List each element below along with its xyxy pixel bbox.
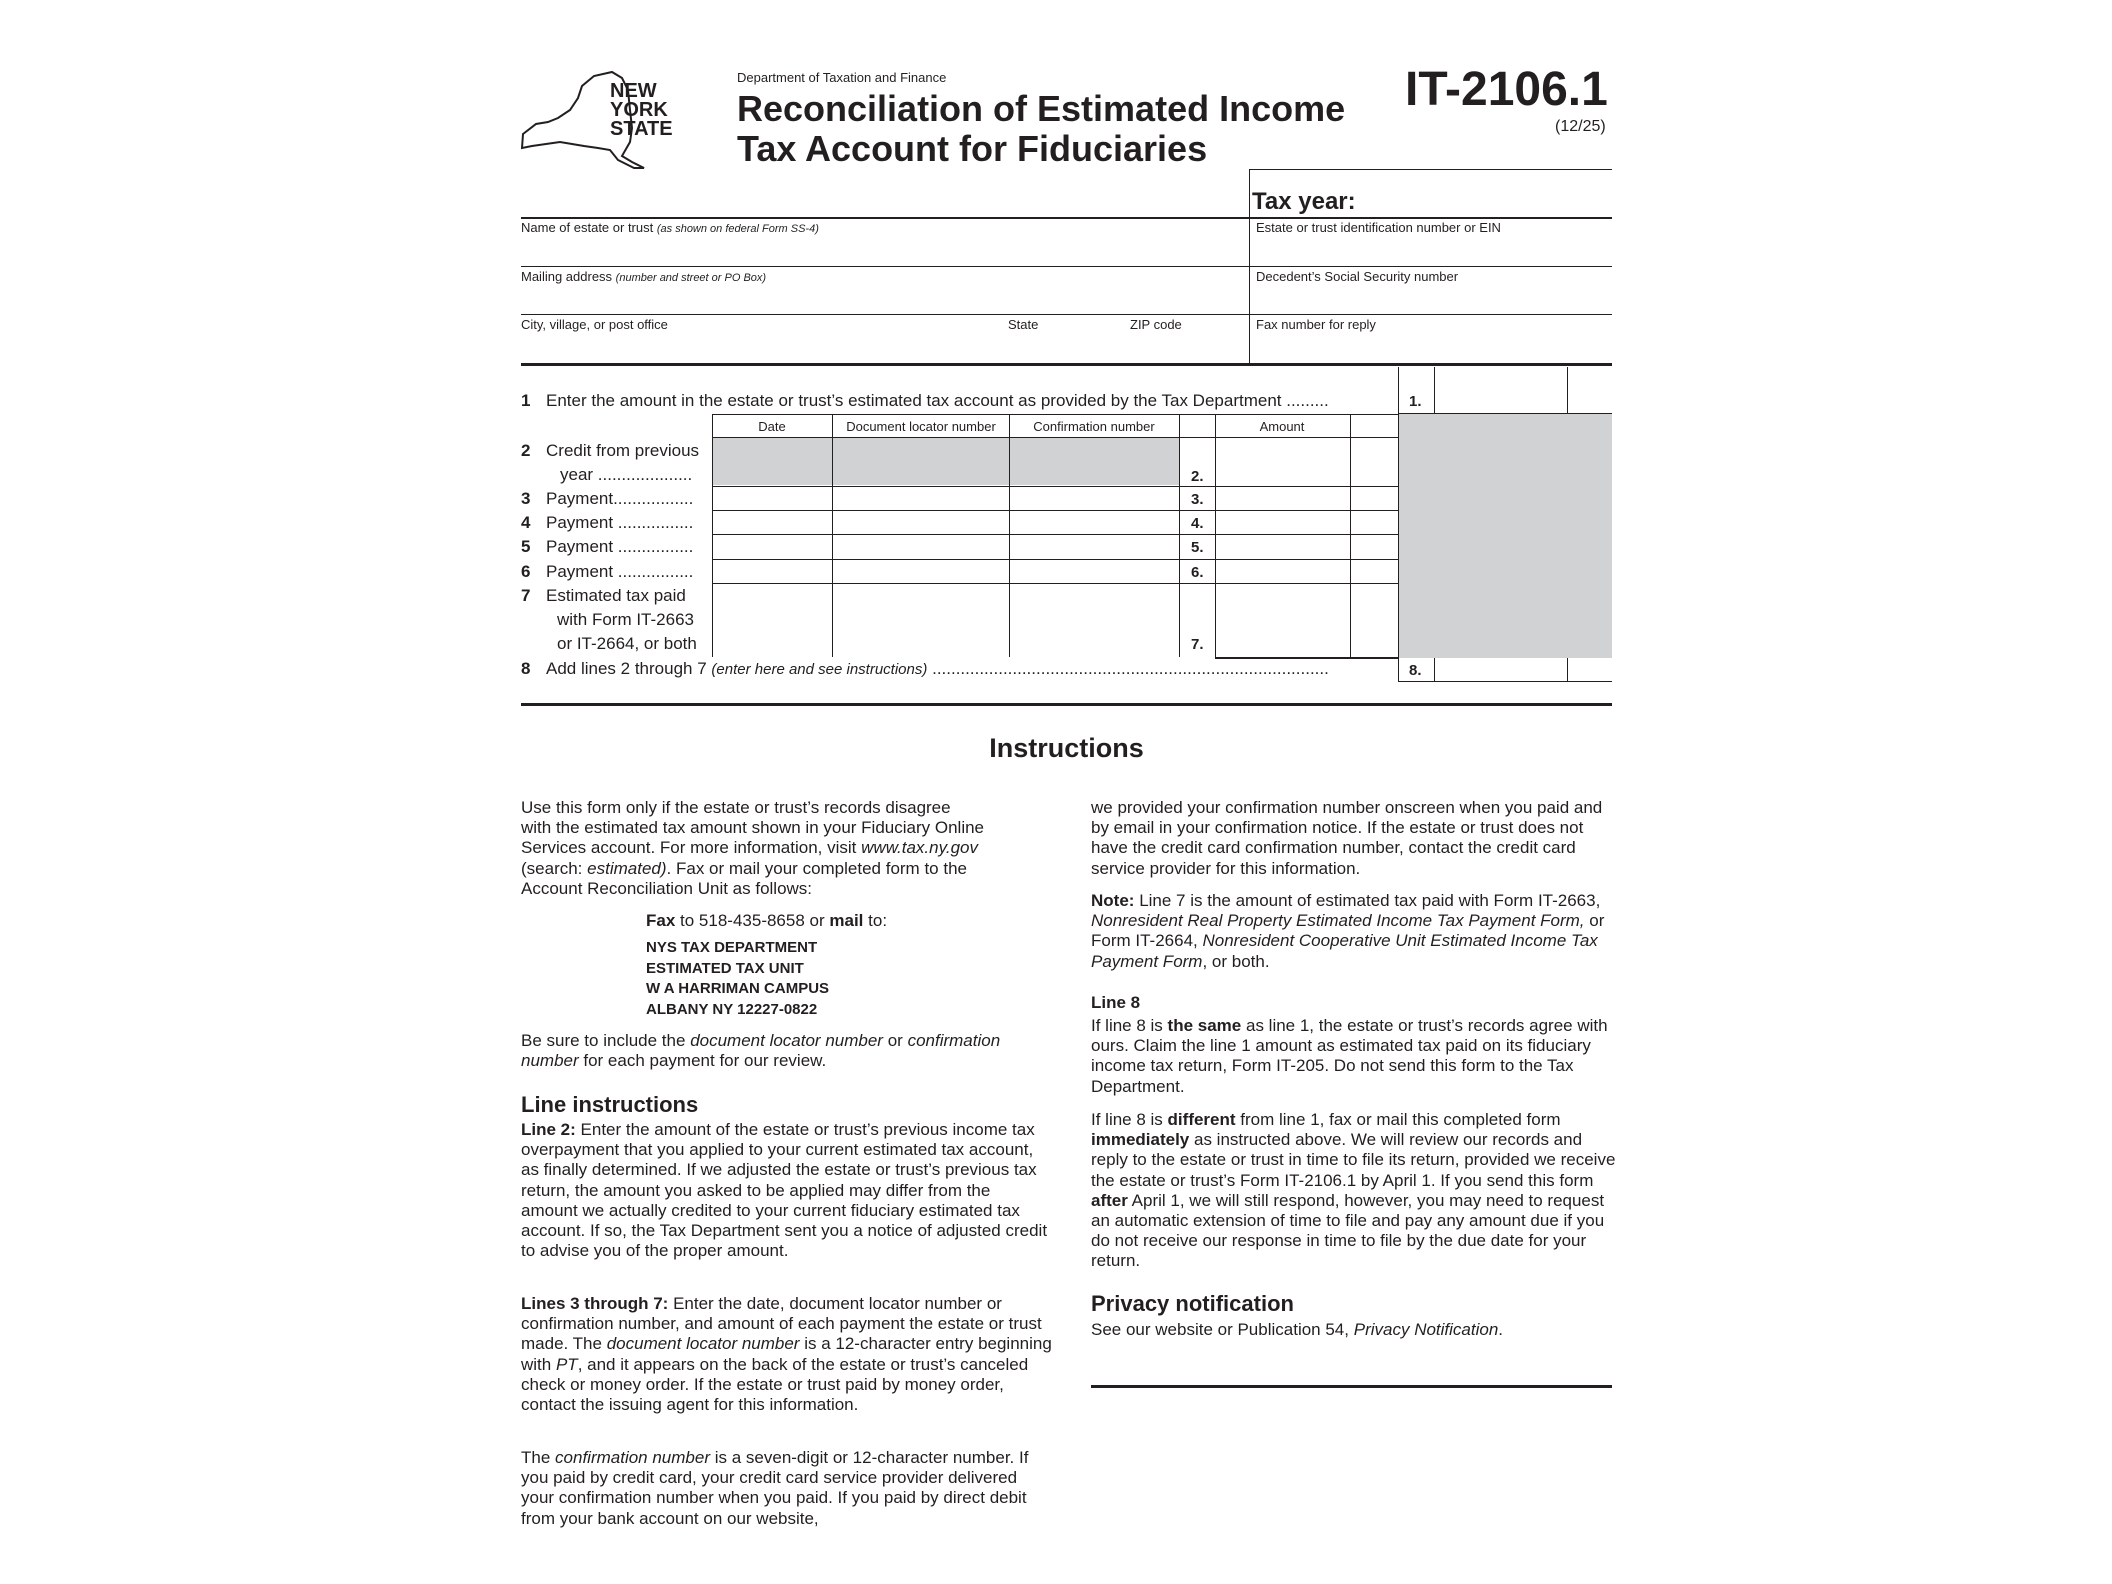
line4-date-input[interactable]	[713, 511, 831, 533]
line8-heading: Line 8	[1091, 993, 1141, 1012]
line8-number: 8	[521, 659, 531, 678]
state-field[interactable]	[1008, 315, 1128, 362]
nys-logo	[518, 70, 688, 172]
line6-date-input[interactable]	[713, 560, 831, 582]
include-note-paragraph: Be sure to include the document locator number or confirmation number for each payment for our review.	[521, 1031, 1001, 1071]
line6-text: Payment ................	[546, 562, 694, 581]
decedent-ssn-label: Decedent’s Social Security number	[1256, 269, 1459, 284]
mailing-address-label: Mailing address	[521, 269, 613, 284]
confirmation-number-paragraph: The confirmation number is a seven-digit or 12-character number. If you paid by credit card, your credit card service provider delivered your confirmation number when you paid. If you paid by direct debit from your bank account on our website,	[521, 1448, 1029, 1528]
decedent-ssn-field[interactable]	[1252, 267, 1612, 314]
line6-dln-input[interactable]	[833, 560, 1008, 582]
line8-box-label: 8.	[1409, 662, 1422, 679]
line5-box-label: 5.	[1191, 539, 1204, 556]
city-field[interactable]	[521, 315, 1001, 362]
line7-date-input[interactable]	[713, 584, 831, 656]
logo-text-york: YORK	[610, 99, 668, 121]
form-title	[737, 89, 1345, 169]
form-revision: (12/25)	[1555, 118, 1606, 135]
privacy-paragraph: See our website or Publication 54, Privacy Notification.	[1091, 1320, 1504, 1339]
line7-text-a: Estimated tax paid	[546, 586, 686, 605]
note-paragraph: Note: Line 7 is the amount of estimated tax paid with Form IT-2663, Nonresident Real Property Estimated Income Tax Payment Form, or Form IT-2664, Nonresident Cooperative Unit Estimated Income Tax Payment Form, or both.	[1091, 891, 1605, 971]
line1-cents-input[interactable]	[1568, 368, 1612, 413]
line4-amount-input[interactable]	[1216, 511, 1349, 533]
line3-text: Payment.................	[546, 489, 694, 508]
intro-paragraph: Use this form only if the estate or trust’s records disagree with the estimated tax amount shown in your Fiduciary Online Services account. For more information, visit www.tax.ny.gov (search: estimated). Fax or mail your completed form to the Account Reconciliation Unit as follows:	[521, 798, 985, 898]
line6-confirmation-input[interactable]	[1010, 560, 1178, 582]
tax-year-label: Tax year:	[1252, 188, 1356, 215]
line7-number: 7	[521, 586, 531, 605]
line8-note: (enter here and see instructions)	[711, 661, 928, 678]
line-instructions-heading: Line instructions	[521, 1092, 699, 1117]
line5-text: Payment ................	[546, 537, 694, 556]
ein-label: Estate or trust identification number or EIN	[1256, 220, 1501, 235]
line3-cents-input[interactable]	[1351, 487, 1397, 509]
line4-confirmation-input[interactable]	[1010, 511, 1178, 533]
line1-text: Enter the amount in the estate or trust’s estimated tax account as provided by the Tax Department .........	[546, 391, 1329, 410]
state-label: State	[1008, 317, 1039, 332]
line5-date-input[interactable]	[713, 535, 831, 558]
line7-confirmation-input[interactable]	[1010, 584, 1178, 656]
department-name: Department of Taxation and Finance	[737, 70, 947, 85]
fax-reply-field[interactable]	[1252, 315, 1612, 362]
line7-text-b: with Form IT-2663	[557, 610, 694, 629]
col-confirmation-header: Confirmation number	[1033, 419, 1155, 434]
zip-label: ZIP code	[1130, 317, 1182, 332]
line8-different-paragraph: If line 8 is different from line 1, fax or mail this completed form immediately as instructed above. We will review our records and reply to the estate or trust in time to file its return, provided we receive the estate or trust’s Form IT-2106.1 by April 1. If you send this form after April 1, we will still respond, however, you may need to request an automatic extension of time to file and pay any amount due if you do not receive our response in time to file by the due date for your return.	[1091, 1110, 1616, 1271]
line3-confirmation-input[interactable]	[1010, 487, 1178, 509]
line8-same-paragraph: If line 8 is the same as line 1, the estate or trust’s records agree with ours. Claim the line 1 amount as estimated tax paid on its fiduciary income tax return, Form IT-205. Do not send this form to the Tax Department.	[1091, 1016, 1608, 1096]
line7-amount-input[interactable]	[1216, 584, 1349, 656]
line3-number: 3	[521, 489, 531, 508]
col-amount-header: Amount	[1259, 419, 1305, 434]
fax-mail-line: Fax to 518-435-8658 or mail to:	[646, 911, 888, 930]
col-date-header: Date	[758, 419, 786, 434]
website-link[interactable]: www.tax.ny.gov	[861, 838, 978, 858]
line1-box-label: 1.	[1409, 393, 1422, 410]
line4-box-label: 4.	[1191, 515, 1204, 532]
line1-number: 1	[521, 391, 531, 410]
instructions-heading: Instructions	[989, 733, 1144, 763]
ein-field[interactable]	[1252, 218, 1612, 265]
form-title-line2: Tax Account for Fiduciaries	[737, 128, 1208, 169]
line5-cents-input[interactable]	[1351, 535, 1397, 558]
line4-number: 4	[521, 513, 531, 532]
lines3to7-instructions: Lines 3 through 7: Enter the date, document locator number or confirmation number, and amount of each payment the estate or trust made. The document locator number is a 12-character entry beginning with PT, and it appears on the back of the estate or trust’s canceled check or money order. If the estate or trust paid by money order, contact the issuing agent for this information.	[521, 1294, 1052, 1415]
line8-dots: ....................................................................................	[932, 659, 1329, 678]
line8-text: Add lines 2 through 7	[546, 659, 707, 678]
confirmation-continued-paragraph: we provided your confirmation number onscreen when you paid and by email in your confirmation notice. If the estate or trust does not have the credit card confirmation number, contact the credit card service provider for this information.	[1091, 798, 1603, 878]
line6-amount-input[interactable]	[1216, 560, 1349, 582]
estate-name-label: Name of estate or trust	[521, 220, 654, 235]
line2-amount-input[interactable]	[1216, 438, 1349, 485]
line7-cents-input[interactable]	[1351, 584, 1397, 656]
line8-cents-input[interactable]	[1568, 658, 1612, 680]
estate-name-field[interactable]	[521, 218, 1248, 265]
mailing-address-note: (number and street or PO Box)	[615, 272, 767, 284]
mailing-address-field[interactable]	[521, 267, 1248, 314]
line3-box-label: 3.	[1191, 491, 1204, 508]
line6-cents-input[interactable]	[1351, 560, 1397, 582]
line2-text-b: year ....................	[560, 465, 693, 484]
city-label: City, village, or post office	[521, 317, 668, 332]
line7-dln-input[interactable]	[833, 584, 1008, 656]
line2-cents-input[interactable]	[1351, 438, 1397, 485]
line6-box-label: 6.	[1191, 564, 1204, 581]
line3-date-input[interactable]	[713, 487, 831, 509]
logo-text-new: NEW	[610, 80, 657, 102]
form-title-line1: Reconciliation of Estimated Income	[737, 88, 1346, 129]
line7-box-label: 7.	[1191, 636, 1204, 653]
line3-amount-input[interactable]	[1216, 487, 1349, 509]
zip-field[interactable]	[1130, 315, 1248, 362]
mailing-address-block: NYS TAX DEPARTMENT ESTIMATED TAX UNIT W A HARRIMAN CAMPUS ALBANY NY 12227-0822	[646, 939, 830, 1018]
line2-text-a: Credit from previous	[546, 441, 700, 460]
line7-text-c: or IT-2664, or both	[557, 634, 697, 653]
estate-name-note: (as shown on federal Form SS-4)	[656, 223, 819, 235]
line5-confirmation-input[interactable]	[1010, 535, 1178, 558]
line6-number: 6	[521, 562, 531, 581]
logo-text-state: STATE	[610, 118, 673, 140]
col-dln-header: Document locator number	[846, 419, 996, 434]
line3-dln-input[interactable]	[833, 487, 1008, 509]
line8-amount-input[interactable]	[1435, 658, 1567, 680]
line4-cents-input[interactable]	[1351, 511, 1397, 533]
fax-reply-label: Fax number for reply	[1256, 317, 1376, 332]
line4-text: Payment ................	[546, 513, 694, 532]
line4-dln-input[interactable]	[833, 511, 1008, 533]
line5-number: 5	[521, 537, 531, 556]
privacy-heading: Privacy notification	[1091, 1291, 1294, 1316]
line2-box-label: 2.	[1191, 468, 1204, 485]
line1-amount-input[interactable]	[1435, 368, 1567, 413]
line5-amount-input[interactable]	[1216, 535, 1349, 558]
form-number: IT-2106.1	[1405, 63, 1608, 116]
line2-number: 2	[521, 441, 531, 460]
line2-instructions: Line 2: Enter the amount of the estate or trust’s previous income tax overpayment that you applied to your current estimated tax account, as finally determined. If we adjusted the estate or trust’s previous tax return, the amount you asked to be applied may differ from the amount we actually credited to your current fiduciary estimated tax account. If so, the Tax Department sent you a notice of adjusted credit to advise you of the proper amount.	[521, 1120, 1048, 1261]
line5-dln-input[interactable]	[833, 535, 1008, 558]
